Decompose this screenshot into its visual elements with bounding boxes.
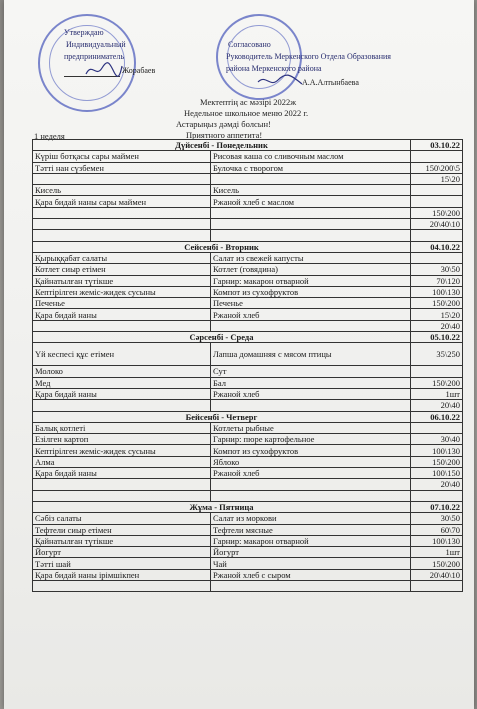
menu-table [32,139,463,592]
menu-row [33,535,463,546]
menu-row [33,434,463,445]
menu-row [33,445,463,456]
menu-row [33,230,463,241]
day-title: Дүйсенбі - Понедельник [33,140,411,151]
dish-ru: Ржаной хлеб [211,468,411,479]
dish-kz: Кисель [33,185,211,196]
signature-left-icon [84,60,124,80]
dish-kz [33,580,211,591]
portion: 100\150 [411,468,463,479]
day-title: Бейсенбі - Четверг [33,411,411,422]
dish-ru: Сут [211,366,411,377]
appetite-kz: Астарыңыз дәмді болсын! [176,119,271,129]
dish-kz: Үй кеспесі құс етімен [33,343,211,366]
dish-kz [33,490,211,501]
dish-ru [211,230,411,241]
dish-kz: Мед [33,377,211,388]
portion: 20\40 [411,479,463,490]
dish-ru: Рисовая каша со сливочным маслом [211,151,411,162]
portion [411,366,463,377]
dish-kz: Йогурт [33,547,211,558]
dish-ru [211,479,411,490]
menu-row [33,422,463,433]
dish-kz: Тәтті шай [33,558,211,569]
signature-right-icon [256,72,306,90]
dish-ru: Булочка с творогом [211,162,411,173]
menu-row [33,219,463,230]
menu-row [33,456,463,467]
portion: 100\130 [411,445,463,456]
portion: 35\250 [411,343,463,366]
menu-row [33,569,463,580]
portion [411,151,463,162]
menu-row [33,151,463,162]
dish-kz [33,173,211,184]
dish-ru: Гарнир: пюре картофельное [211,434,411,445]
dish-ru: Ржаной хлеб [211,388,411,399]
dish-kz: Кептірілген жеміс-жидек сусыны [33,445,211,456]
day-date: 07.10.22 [411,501,463,512]
dish-kz: Печенье [33,298,211,309]
day-title: Жұма - Пятница [33,501,411,512]
approver-name: Жорабаев [122,66,156,75]
week-label: 1 неделя [34,131,65,141]
menu-row [33,309,463,320]
menu-row [33,286,463,297]
dish-ru [211,320,411,331]
dish-kz: Күріш ботқасы сары маймен [33,151,211,162]
menu-row [33,479,463,490]
portion: 150\200\5 [411,162,463,173]
menu-row [33,547,463,558]
day-date: 03.10.22 [411,140,463,151]
dish-kz [33,400,211,411]
menu-row [33,468,463,479]
menu-row [33,298,463,309]
dish-kz [33,207,211,218]
dish-kz: Сәбіз салаты [33,513,211,524]
menu-row [33,388,463,399]
dish-kz: Балық котлеті [33,422,211,433]
dish-kz: Котлет сиыр етімен [33,264,211,275]
dish-kz: Қара бидай наны [33,388,211,399]
dish-ru: Лапша домашняя с мясом птицы [211,343,411,366]
portion: 60\70 [411,524,463,535]
portion [411,422,463,433]
portion: 20\40 [411,400,463,411]
menu-title-ru: Недельное школьное меню 2022 г. [184,108,309,118]
dish-kz: Алма [33,456,211,467]
dish-ru: Компот из сухофруктов [211,286,411,297]
dish-ru: Ржаной хлеб [211,309,411,320]
menu-row [33,580,463,591]
dish-ru [211,173,411,184]
day-date: 04.10.22 [411,241,463,252]
dish-kz [33,230,211,241]
agreed-label: Согласовано [228,40,271,49]
portion: 15\20 [411,173,463,184]
dish-ru: Котлет (говядина) [211,264,411,275]
dish-ru [211,580,411,591]
menu-row [33,264,463,275]
dish-ru: Чай [211,558,411,569]
portion: 1шт [411,547,463,558]
portion [411,490,463,501]
dish-kz: Тәтті нан сүзбемен [33,162,211,173]
dish-ru [211,400,411,411]
menu-row [33,320,463,331]
day-date: 05.10.22 [411,332,463,343]
dish-kz [33,479,211,490]
approver-title-line1: Индивидуальный [66,40,126,49]
dish-ru: Ржаной хлеб с сыром [211,569,411,580]
portion [411,196,463,207]
portion: 30\50 [411,264,463,275]
day-header-row [33,501,463,512]
agreed-title-line1: Руководитель Меркенского Отдела Образования [226,52,391,61]
dish-ru: Тефтели мясные [211,524,411,535]
dish-kz: Тефтели сиыр етімен [33,524,211,535]
menu-row [33,343,463,366]
approver-title-line2: предприниматель [64,52,124,61]
portion: 150\200 [411,298,463,309]
dish-kz [33,320,211,331]
portion: 150\200 [411,456,463,467]
dish-kz: Қара бидай наны сары маймен [33,196,211,207]
dish-ru [211,207,411,218]
portion: 100\130 [411,535,463,546]
day-title: Сейсенбі - Вторник [33,241,411,252]
approve-label: Утверждаю [64,28,104,37]
menu-row [33,275,463,286]
menu-row [33,196,463,207]
agreed-name: А.А.Алтынбаева [302,78,359,87]
menu-row [33,173,463,184]
portion: 30\40 [411,434,463,445]
day-header-row [33,411,463,422]
dish-ru: Бал [211,377,411,388]
dish-kz: Кептірілген жеміс-жидек сусыны [33,286,211,297]
portion [411,252,463,263]
portion: 100\130 [411,286,463,297]
dish-kz: Молоко [33,366,211,377]
portion: 70\120 [411,275,463,286]
menu-title-kz: Мектептің ас мәзірі 2022ж [200,97,297,107]
menu-row [33,207,463,218]
portion: 30\50 [411,513,463,524]
day-header-row [33,241,463,252]
menu-row [33,366,463,377]
dish-ru: Котлеты рыбные [211,422,411,433]
dish-ru: Ржаной хлеб с маслом [211,196,411,207]
dish-ru: Салат из моркови [211,513,411,524]
dish-ru: Яблоко [211,456,411,467]
appetite-ru: Приятного аппетита! [186,130,263,140]
portion: 150\200 [411,558,463,569]
portion: 150\200 [411,377,463,388]
menu-row [33,162,463,173]
menu-row [33,252,463,263]
portion: 150\200 [411,207,463,218]
menu-sheet [4,0,474,709]
dish-ru: Кисель [211,185,411,196]
dish-ru: Компот из сухофруктов [211,445,411,456]
dish-kz: Қырыққабат салаты [33,252,211,263]
portion [411,185,463,196]
day-header-row [33,332,463,343]
menu-row [33,490,463,501]
day-date: 06.10.22 [411,411,463,422]
day-header-row [33,140,463,151]
portion [411,230,463,241]
dish-ru: Гарнир: макарон отварной [211,275,411,286]
day-title: Сәрсенбі - Среда [33,332,411,343]
dish-ru: Гарнир: макарон отварной [211,535,411,546]
menu-row [33,558,463,569]
menu-row [33,524,463,535]
dish-kz: Қара бидай наны [33,468,211,479]
portion: 20\40 [411,320,463,331]
agreed-title-line2: района Меркенского района [226,64,322,73]
dish-kz: Езілген картоп [33,434,211,445]
menu-row [33,513,463,524]
dish-ru [211,490,411,501]
dish-ru: Салат из свежей капусты [211,252,411,263]
dish-ru: Печенье [211,298,411,309]
menu-row [33,377,463,388]
portion: 1шт [411,388,463,399]
portion: 20\40\10 [411,569,463,580]
portion: 15\20 [411,309,463,320]
dish-kz: Қайнатылған түтікше [33,275,211,286]
dish-ru [211,219,411,230]
dish-kz: Қара бидай наны [33,309,211,320]
dish-kz: Қайнатылған түтікше [33,535,211,546]
dish-kz [33,219,211,230]
portion: 20\40\10 [411,219,463,230]
dish-kz: Қара бидай наны ірімшікпен [33,569,211,580]
menu-row [33,185,463,196]
dish-ru: Йогурт [211,547,411,558]
portion [411,580,463,591]
menu-row [33,400,463,411]
